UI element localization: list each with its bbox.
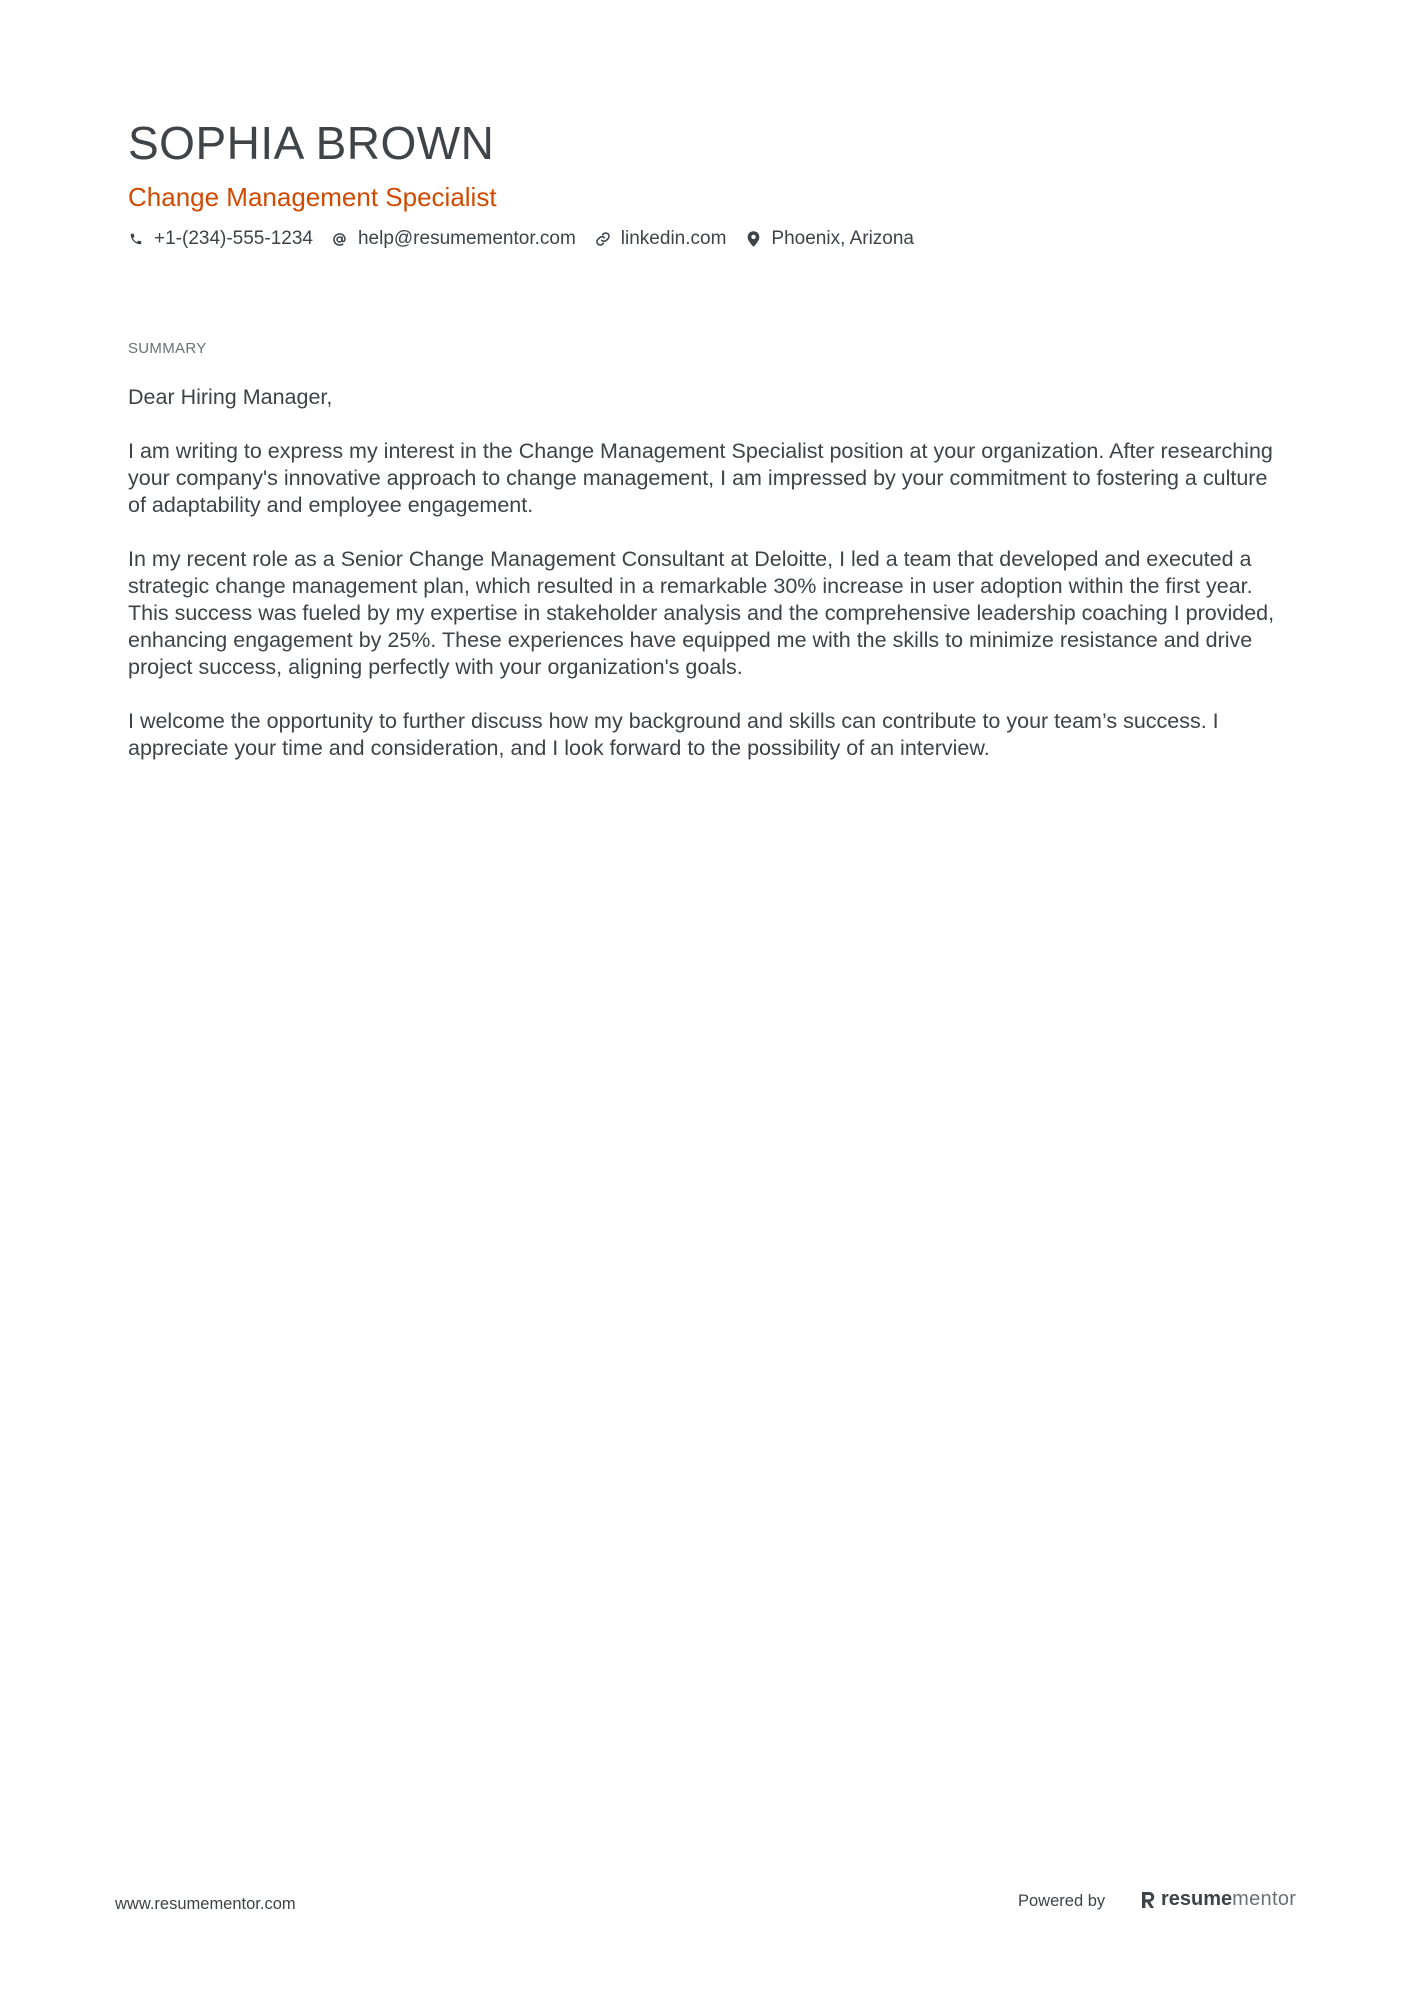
letter-body xyxy=(128,384,1288,789)
paragraph-closing: I welcome the opportunity to further discuss how my background and skills can contribute to your team’s success. I appreciate your time and consideration, and I look forward to the possibility of an interview. xyxy=(128,709,1219,760)
job-title: Change Management Specialist xyxy=(128,182,497,212)
linkedin-link[interactable]: linkedin.com xyxy=(620,228,727,249)
contact-email[interactable] xyxy=(332,228,576,250)
paragraph-experience: In my recent role as a Senior Change Management Consultant at Deloitte, I led a team that developed and executed a strategic change management plan, which resulted in a remarkable 30% increase in user adoption within the first year. This success was fueled by my expertise in stakeholder analysis and the comprehensive leadership coaching I provided, enhancing engagement by 25%. These experiences have equipped me with the skills to minimize resistance and drive project success, aligning perfectly with your organization's goals. xyxy=(128,547,1275,679)
candidate-name: SOPHIA BROWN xyxy=(128,117,495,169)
link-icon xyxy=(595,230,611,248)
section-title-summary: SUMMARY xyxy=(128,340,207,357)
brand-text-resume: resume xyxy=(1161,1888,1233,1910)
powered-by-label: Powered by xyxy=(1018,1892,1106,1910)
location-pin-icon xyxy=(745,230,761,248)
brand-logo[interactable] xyxy=(1140,1888,1296,1911)
at-icon xyxy=(332,230,348,248)
footer-website-link[interactable]: www.resumementor.com xyxy=(115,1895,296,1913)
contact-linkedin[interactable] xyxy=(595,228,727,250)
brand-text-mentor: mentor xyxy=(1232,1888,1297,1910)
contact-info xyxy=(128,228,933,250)
paragraph-intro: I am writing to express my interest in the Change Management Specialist position at your organization. After researching your company's innovative approach to change management, I am impressed by your commitment to fostering a culture of adaptability and employee engagement. xyxy=(128,439,1273,517)
resumementor-logo-icon xyxy=(1140,1890,1156,1910)
phone-icon xyxy=(128,230,144,248)
phone-text: +1-(234)-555-1234 xyxy=(154,228,313,249)
email-link[interactable]: help@resumementor.com xyxy=(357,228,576,249)
salutation: Dear Hiring Manager, xyxy=(128,385,333,409)
contact-phone xyxy=(128,228,313,250)
location-text: Phoenix, Arizona xyxy=(771,228,914,249)
contact-location xyxy=(745,228,914,250)
